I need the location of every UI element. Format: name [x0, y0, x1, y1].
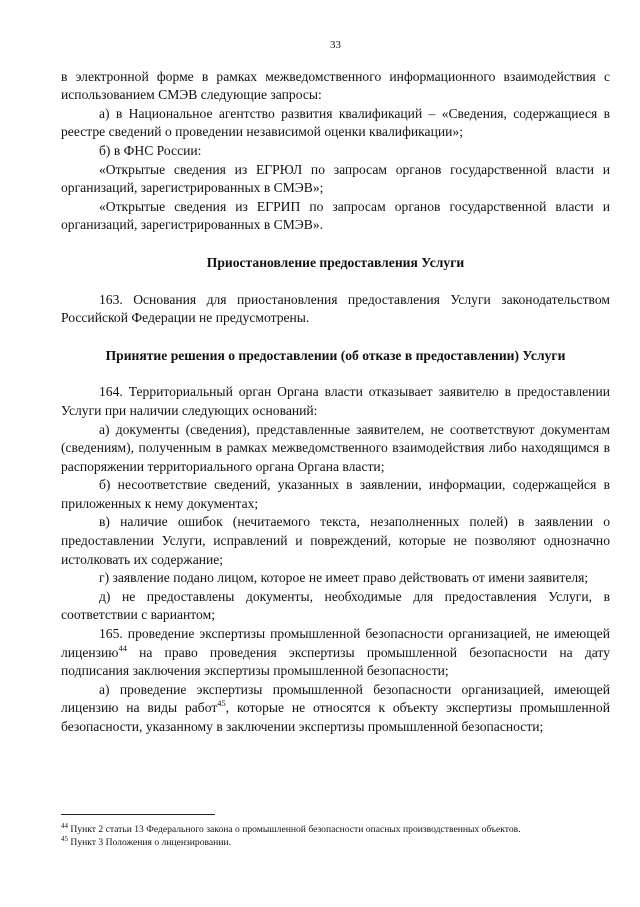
list-item-164-c: в) наличие ошибок (нечитаемого текста, незаполненных полей) в заявлении о предоставлении Услуги, исправлений и повреждений, которые не позволяют однозначно истолковать их содержание;: [61, 514, 610, 567]
page-number: 33: [330, 39, 341, 51]
list-item-164-d: г) заявление подано лицом, которое не имеет право действовать от имени заявителя;: [99, 570, 589, 586]
paragraph-request-a: а) в Национальное агентство развития квалификаций – «Сведения, содержащиеся в реестре сведений о проведении независимой оценки квалификации»;: [61, 105, 610, 140]
heading-suspension: Приостановление предоставления Услуги: [206, 254, 465, 270]
list-item-164-b: б) несоответствие сведений, указанных в заявлении, информации, содержащейся в приложенных к нему документах;: [61, 477, 610, 511]
paragraph-165-a-text-end: , которые не относятся к объекту экспертизы промышленной безопасности, указанному в заключении экспертизы промышленной безопасности;: [61, 700, 610, 734]
list-item-164-a: а) документы (сведения), представленные заявителем, не соответствуют документам (сведениям), полученным в рамках межведомственного взаимодействия либо находящимся в распоряжении территориального органа Органа власти;: [61, 421, 610, 474]
paragraph-164: 164. Территориальный орган Органа власти отказывает заявителю в предоставлении Услуги при наличии следующих оснований:: [61, 384, 610, 418]
footnotes: [61, 814, 610, 849]
footnote-ref-45: 45: [217, 698, 226, 709]
paragraph-163: 163. Основания для приостановления предоставления Услуги законодательством Российской Федерации не предусмотрены.: [61, 291, 610, 326]
footnote-mark: 45: [61, 835, 68, 843]
paragraph-request-b: б) в ФНС России:: [99, 142, 202, 158]
footnote-ref-44: 44: [118, 642, 127, 653]
footnote-text: Пункт 3 Положения о лицензировании.: [68, 837, 231, 848]
heading-decision: Принятие решения о предоставлении (об отказе в предоставлении) Услуги: [105, 347, 566, 363]
paragraph-smev-requests: в электронной форме в рамках межведомственного информационного взаимодействия с использованием СМЭВ следующие запросы:: [61, 68, 610, 103]
list-item-164-e: д) не предоставлены документы, необходимые для предоставления Услуги, в соответствии с вариантом;: [61, 588, 610, 623]
paragraph-165-a-text-start: а) проведение экспертизы промышленной безопасности организацией, имеющей лицензию на виды работ: [61, 681, 610, 716]
footnote-divider: [61, 814, 215, 815]
footnote-text: Пункт 2 статьи 13 Федерального закона о промышленной безопасности опасных производственных объектов.: [68, 824, 521, 835]
paragraph-165-a: [61, 681, 610, 737]
footnote-44: [61, 823, 610, 836]
footnote-mark: 44: [61, 822, 68, 830]
paragraph-165: [61, 625, 610, 681]
paragraph-egrip: «Открытые сведения из ЕГРИП по запросам органов государственной власти и организаций, зарегистрированных в СМЭВ».: [61, 198, 610, 233]
paragraph-165-text-end: на право проведения экспертизы промышленной безопасности на дату подписания заключения экспертизы промышленной безопасности;: [61, 644, 610, 679]
footnote-45: [61, 836, 610, 849]
paragraph-165-text-start: 165. проведение экспертизы промышленной безопасности организацией, не имеющей лицензию: [61, 626, 610, 660]
paragraph-egrul: «Открытые сведения из ЕГРЮЛ по запросам органов государственной власти и организаций, зарегистрированных в СМЭВ»;: [61, 161, 610, 196]
